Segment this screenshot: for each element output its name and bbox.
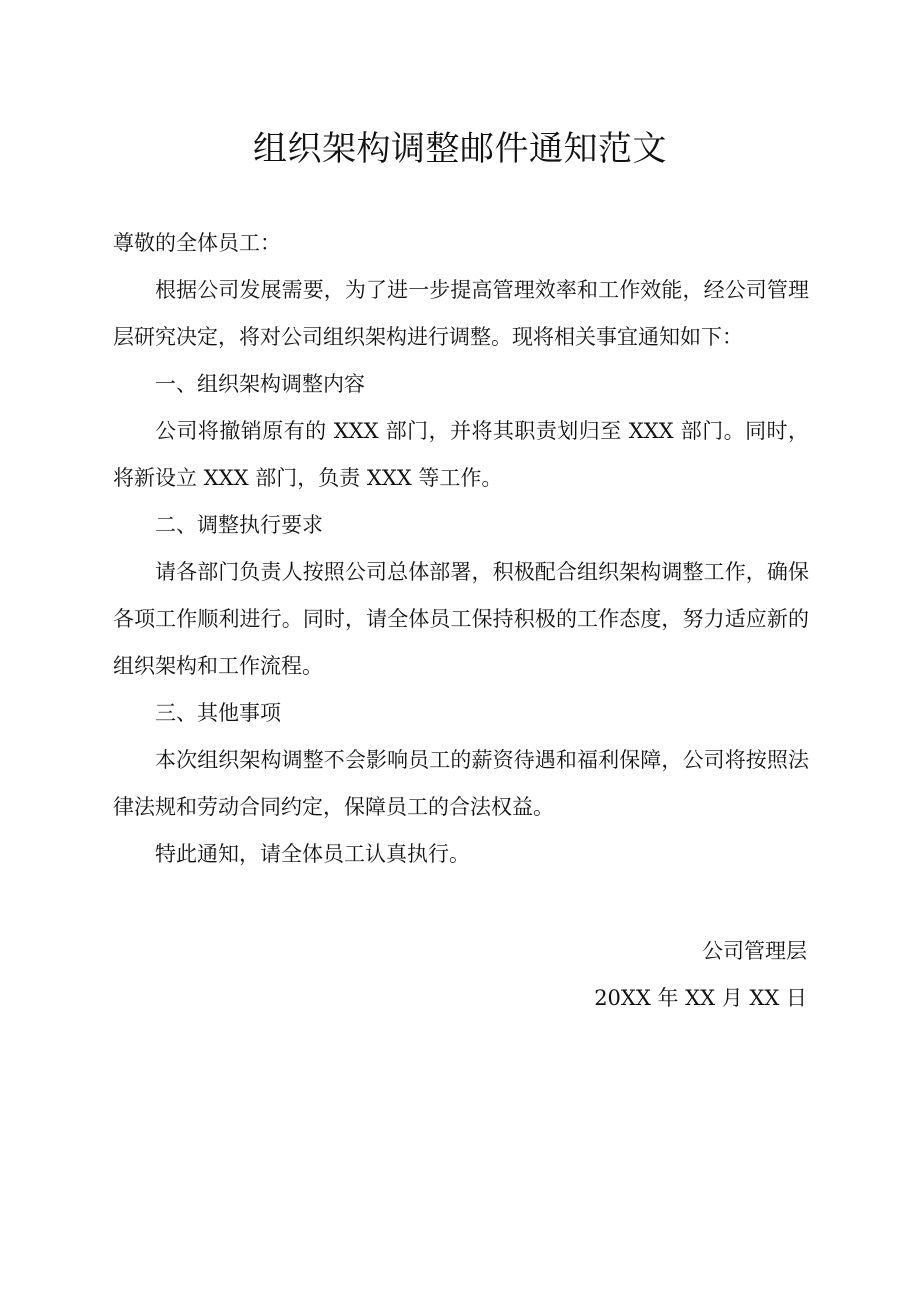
intro-paragraph: 根据公司发展需要，为了进一步提高管理效率和工作效能，经公司管理层研究决定，将对公司组织架构进行调整。现将相关事宜通知如下： <box>113 278 809 349</box>
signature-organization: 公司管理层 <box>702 939 807 963</box>
section-3-heading: 三、其他事项 <box>155 701 281 725</box>
section-2-body: 请各部门负责人按照公司总体部署，积极配合组织架构调整工作，确保各项工作顺利进行。同时，请全体员工保持积极的工作态度，努力适应新的组织架构和工作流程。 <box>113 560 809 678</box>
greeting: 尊敬的全体员工： <box>113 231 281 255</box>
closing-line: 特此通知，请全体员工认真执行。 <box>155 842 470 866</box>
section-1-heading: 一、组织架构调整内容 <box>155 372 365 396</box>
section-3-body: 本次组织架构调整不会影响员工的薪资待遇和福利保障，公司将按照法律法规和劳动合同约定，保障员工的合法权益。 <box>113 748 809 819</box>
document-title: 组织架构调整邮件通知范文 <box>253 129 667 169</box>
section-1-body: 公司将撤销原有的 XXX 部门，并将其职责划归至 XXX 部门。同时，将新设立 XXX 部门，负责 XXX 等工作。 <box>113 419 809 490</box>
section-2-heading: 二、调整执行要求 <box>155 513 323 537</box>
signature-date: 20XX 年 XX 月 XX 日 <box>594 986 807 1010</box>
